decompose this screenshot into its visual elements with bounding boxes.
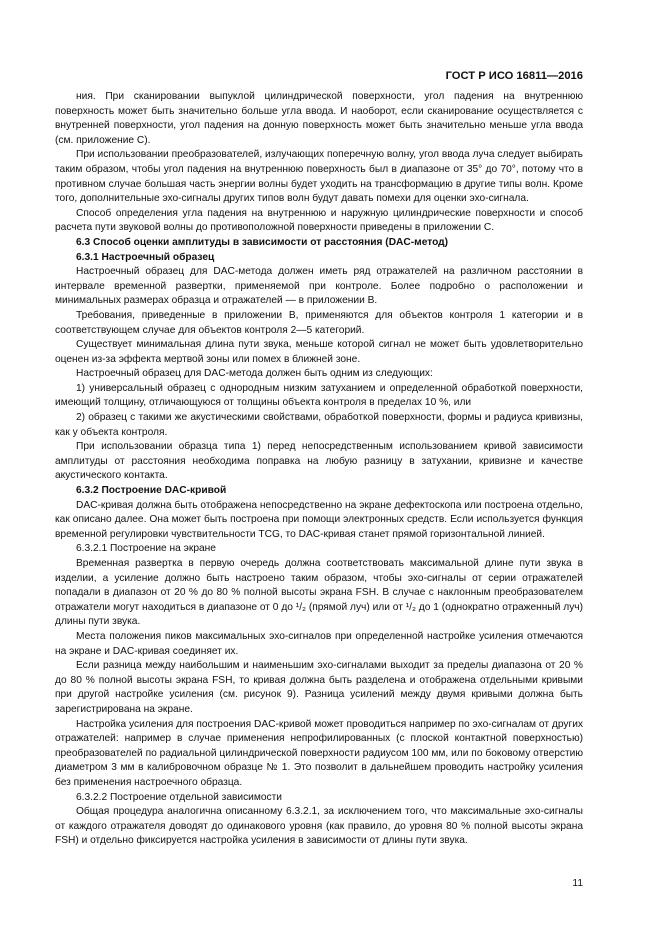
body-paragraph: Временная развертка в первую очередь должна соответствовать максимальной длине пути звука в изделии, а усиление должно быть настроено таким образом, чтобы эхо-сигналы от серии отражателей попадали в диапазон от 20 % до 80 % полной высоты экрана FSH. В случае с наклонным преобразователем отражатели могут находиться в диапазоне от 0 до ¹/₂ (прямой луч) или от ¹/₂ до 1 (однократно отраженный луч) длины пути звука. — [55, 558, 583, 628]
body-paragraph: 2) образец с такими же акустическими свойствами, обработкой поверхности, формы и радиуса кривизны, как у объекта контроля. — [55, 412, 583, 438]
body-paragraph: Настроечный образец для DAC-метода должен иметь ряд отражателей на различном расстоянии в интервале временной развертки, применяемой при контроле. Более подробно о расположении и минимальных размерах образца и отражателей — в приложении В. — [55, 266, 583, 307]
section-heading: 6.3.1 Настроечный образец — [76, 251, 215, 263]
body-paragraph: Способ определения угла падения на внутреннюю и наружную цилиндрические поверхности и способ расчета пути звуковой волны до противоположной поверхности приведены в приложении С. — [55, 207, 583, 234]
body-paragraph: Если разница между наибольшим и наименьшим эхо-сигналами выходит за пределы диапазона от 20 % до 80 % полной высоты экрана FSH, то кривая должна быть разделена и отображена отдельными кривыми при другой настройке усиления (см. рисунок 9). Разница усилений между двумя кривыми должна быть зарегистрирована на экране. — [55, 660, 583, 715]
body-paragraph: DAC-кривая должна быть отображена непосредственно на экране дефектоскопа или построена отдельно, как описано далее. Она может быть построена при помощи электронных средств. Если используется функция временной регулировки чувствительности TCG, то DAC-кривая станет прямой горизонтальной линией. — [55, 499, 583, 540]
document-body — [55, 90, 583, 849]
body-paragraph: Настроечный образец для DAC-метода должен быть одним из следующих: — [76, 368, 433, 380]
section-heading: 6.3 Способ оценки амплитуды в зависимости от расстояния (DAC-метод) — [76, 236, 449, 248]
body-paragraph: Настройка усиления для построения DAC-кривой может проводиться например по эхо-сигналам от других отражателей: например в случае применения непрофилированных (с плоской контактной поверхностью) преобразователей по радиальной цилиндрической поверхности радиусом 100 мм, или по боковому отверстию диаметром 3 мм в калибровочном образце № 1. Это позволит в дальнейшем проводить настройку усиления без применения настроечного образца. — [55, 718, 583, 788]
body-paragraph: При использовании образца типа 1) перед непосредственным использованием кривой зависимости амплитуды от расстояния необходима поправка на любую разницу в затухании, кривизне и качестве акустического контакта. — [55, 441, 583, 482]
section-heading: 6.3.2 Построение DAC-кривой — [76, 485, 227, 497]
document-header: ГОСТ Р ИСО 16811—2016 — [445, 70, 583, 82]
body-paragraph: Места положения пиков максимальных эхо-сигналов при определенной настройке усиления отмечаются на экране и DAC-кривая соединяет их. — [55, 630, 583, 657]
body-paragraph: При использовании преобразователей, излучающих поперечную волну, угол ввода луча следует выбирать таким образом, чтобы угол падения на внутреннюю поверхность был в диапазоне от 35° до 70°, потому что в противном случае большая часть энергии волны будет уходить на трансформацию в другие типы волн. Кроме того, дополнительные эхо-сигналы других типов волн будут давать помехи для оценки эхо-сигнала. — [55, 149, 583, 205]
body-paragraph: ния. При сканировании выпуклой цилиндрической поверхности, угол падения на внутреннюю поверхность может быть значительно больше угла ввода. И наоборот, если сканирование осуществляется с внутренней поверхности, угол падения на донную поверхность может быть значительно меньше угла ввода (см. приложение С). — [55, 91, 583, 146]
subsection-heading: 6.3.2.1 Построение на экране — [76, 543, 216, 555]
body-paragraph: Общая процедура аналогична описанному 6.3.2.1, за исключением того, что максимальные эхо-сигналы от каждого отражателя доводят до одинакового уровня (как правило, до уровня 80 % полной высоты экрана FSH) и отдельно фиксируется настройка усиления в зависимости от длины пути звука. — [55, 806, 583, 847]
body-paragraph: Существует минимальная длина пути звука, меньше которой сигнал не может быть удовлетворительно оценен из-за эффекта мертвой зоны или помех в ближней зоне. — [55, 339, 583, 365]
body-paragraph: 1) универсальный образец с однородным низким затуханием и определенной обработкой поверхности, имеющий толщину, отличающуюся от толщины объекта контроля в пределах 10 %, или — [55, 382, 583, 409]
page-number: 11 — [572, 878, 583, 889]
subsection-heading: 6.3.2.2 Построение отдельной зависимости — [76, 791, 282, 803]
body-paragraph: Требования, приведенные в приложении В, применяются для объектов контроля 1 категории и в соответствующем случае для объектов контроля 2—5 категорий. — [55, 309, 583, 336]
